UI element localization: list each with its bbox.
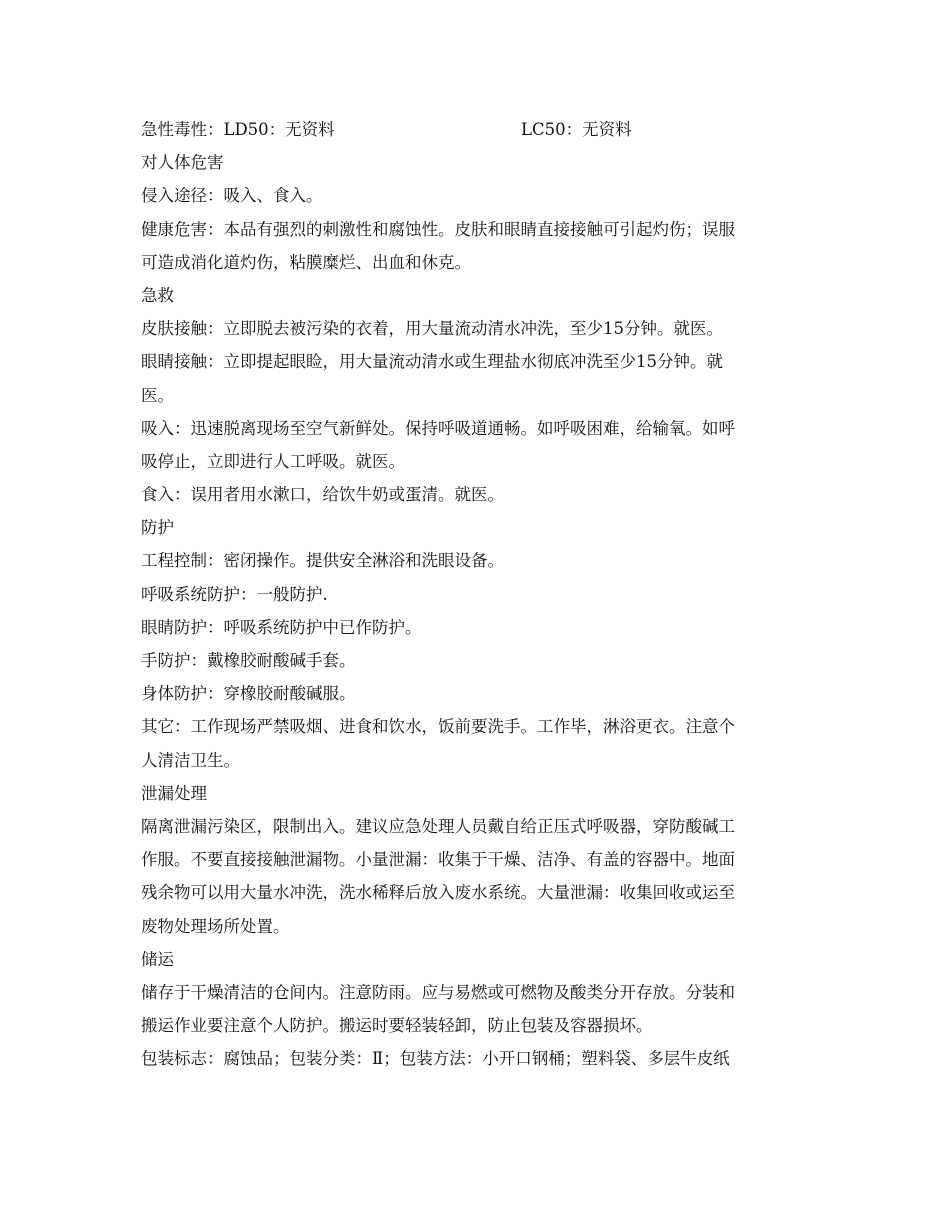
respiratory-protection-text: 呼吸系统防护：一般防护.	[141, 584, 328, 604]
route-text: 侵入途径：吸入、食入。	[141, 186, 323, 206]
ld50-text: 急性毒性：LD50：无资料	[141, 120, 335, 139]
document-body	[141, 113, 821, 1075]
protection-heading: 防护	[141, 518, 174, 538]
eye-contact-line-1: 眼睛接触：立即提起眼睑，用大量流动清水或生理盐水彻底冲洗至少15分钟。就	[141, 352, 723, 372]
package-text: 包装标志：腐蚀品；包装分类：Ⅱ；包装方法：小开口钢桶；塑料袋、多层牛皮纸	[141, 1049, 730, 1069]
ingestion-text: 食入：误用者用水漱口，给饮牛奶或蛋清。就医。	[141, 485, 504, 505]
leak-heading: 泄漏处理	[141, 783, 207, 803]
hand-protection-text: 手防护：戴橡胶耐酸碱手套。	[141, 651, 356, 670]
body-protection-text: 身体防护：穿橡胶耐酸碱服。	[141, 684, 356, 704]
eye-contact-line-2: 医。	[141, 385, 174, 405]
skin-contact-text: 皮肤接触：立即脱去被污染的衣着，用大量流动清水冲洗，至少15分钟。就医。	[141, 319, 723, 339]
engineering-control-text: 工程控制：密闭操作。提供安全淋浴和洗眼设备。	[141, 551, 504, 571]
lc50-text: LC50：无资料	[521, 120, 632, 139]
eye-protection-text: 眼睛防护：呼吸系统防护中已作防护。	[141, 617, 422, 637]
inhalation-line-1: 吸入：迅速脱离现场至空气新鲜处。保持呼吸道通畅。如呼吸困难，给输氧。如呼	[141, 418, 735, 438]
storage-line-2: 搬运作业要注意个人防护。搬运时要轻装轻卸，防止包装及容器损坏。	[141, 1016, 653, 1036]
other-line-2: 人清洁卫生。	[141, 750, 240, 770]
inhalation-line-2: 吸停止，立即进行人工呼吸。就医。	[141, 451, 405, 471]
hazard-line-1: 健康危害：本品有强烈的刺激性和腐蚀性。皮肤和眼睛直接接触可引起灼伤；误服	[141, 219, 735, 239]
leak-line-4: 废物处理场所处置。	[141, 916, 290, 936]
leak-line-2: 作服。不要直接接触泄漏物。小量泄漏：收集于干燥、洁净、有盖的容器中。地面	[141, 850, 735, 870]
acute-toxicity-line	[141, 113, 821, 146]
leak-line-1: 隔离泄漏污染区，限制出入。建议应急处理人员戴自给正压式呼吸器，穿防酸碱工	[141, 816, 735, 836]
other-line-1: 其它：工作现场严禁吸烟、进食和饮水，饭前要洗手。工作毕，淋浴更衣。注意个	[141, 717, 735, 737]
health-heading: 对人体危害	[141, 153, 224, 173]
leak-line-3: 残余物可以用大量水冲洗，洗水稀释后放入废水系统。大量泄漏：收集回收或运至	[141, 883, 735, 903]
storage-line-1: 储存于干燥清洁的仓间内。注意防雨。应与易燃或可燃物及酸类分开存放。分装和	[141, 982, 735, 1002]
firstaid-heading: 急救	[141, 285, 174, 305]
storage-heading: 储运	[141, 949, 174, 969]
hazard-line-2: 可造成消化道灼伤，粘膜糜烂、出血和休克。	[141, 252, 471, 272]
